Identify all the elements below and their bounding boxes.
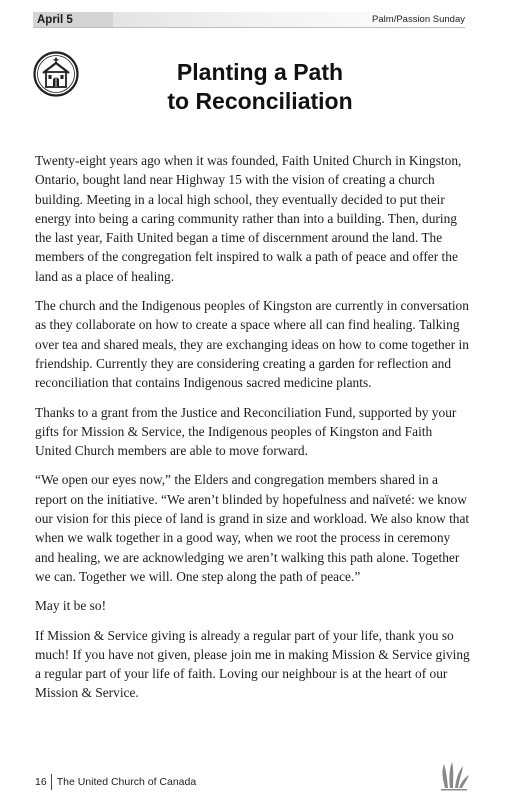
article-body <box>35 151 471 713</box>
page-footer <box>35 774 196 790</box>
paragraph: The church and the Indigenous peoples of Kingston are currently in conversation as they collaborate on how to create a space where all can find healing. Talking over tea and shared meals, they are exchanging ideas on how to come together in friendship. Currently they are considering creating a garden for reflection and reconciliation that contains Indigenous sacred medicine plants. <box>35 298 469 391</box>
paragraph: If Mission & Service giving is already a regular part of your life, thank you so much! If you have not given, please join me in making Mission & Service giving a regular part of your life of faith. Loving our neighbour is at the heart of our Mission & Service. <box>35 627 470 701</box>
page-header <box>33 12 465 28</box>
paragraph: “We open our eyes now,” the Elders and congregation members shared in a report on the initiative. “We aren’t blinded by hopefulness and naïveté: we know our vision for this piece of land is grand in size and workload. We also know that when we walk together in a good way, when we root the process in ceremony and healing, we are acknowledging we aren’t walking this path alone. Together we can. Together we will. One step along the path of peace.” <box>35 472 470 584</box>
title-line-2: to Reconciliation <box>167 88 353 114</box>
mission-and-service-logo-icon <box>437 758 471 792</box>
paragraph: May it be so! <box>35 598 107 614</box>
page-title <box>60 58 460 116</box>
title-line-1: Planting a Path <box>176 59 344 85</box>
paragraph: Thanks to a grant from the Justice and Reconciliation Fund, supported by your gifts for Mission & Service, the Indigenous peoples of Kingston and Faith United Church members are able to move forward. <box>35 404 457 459</box>
header-occasion: Palm/Passion Sunday <box>372 14 465 25</box>
page-number: 16 <box>35 774 52 790</box>
paragraph: Twenty-eight years ago when it was founded, Faith United Church in Kingston, Ontario, bought land near Highway 15 with the vision of creating a church building. Meeting in a local high school, they eventually decided to put their energy into being a caring community rather than into a building. Then, during the last year, Faith United began a time of discernment around the land. The members of the congregation felt inspired to walk a path of peace and offer the land as a place of healing. <box>35 153 462 284</box>
header-rule <box>33 27 465 28</box>
publisher-name: The United Church of Canada <box>56 776 197 788</box>
header-date: April 5 <box>33 12 113 28</box>
